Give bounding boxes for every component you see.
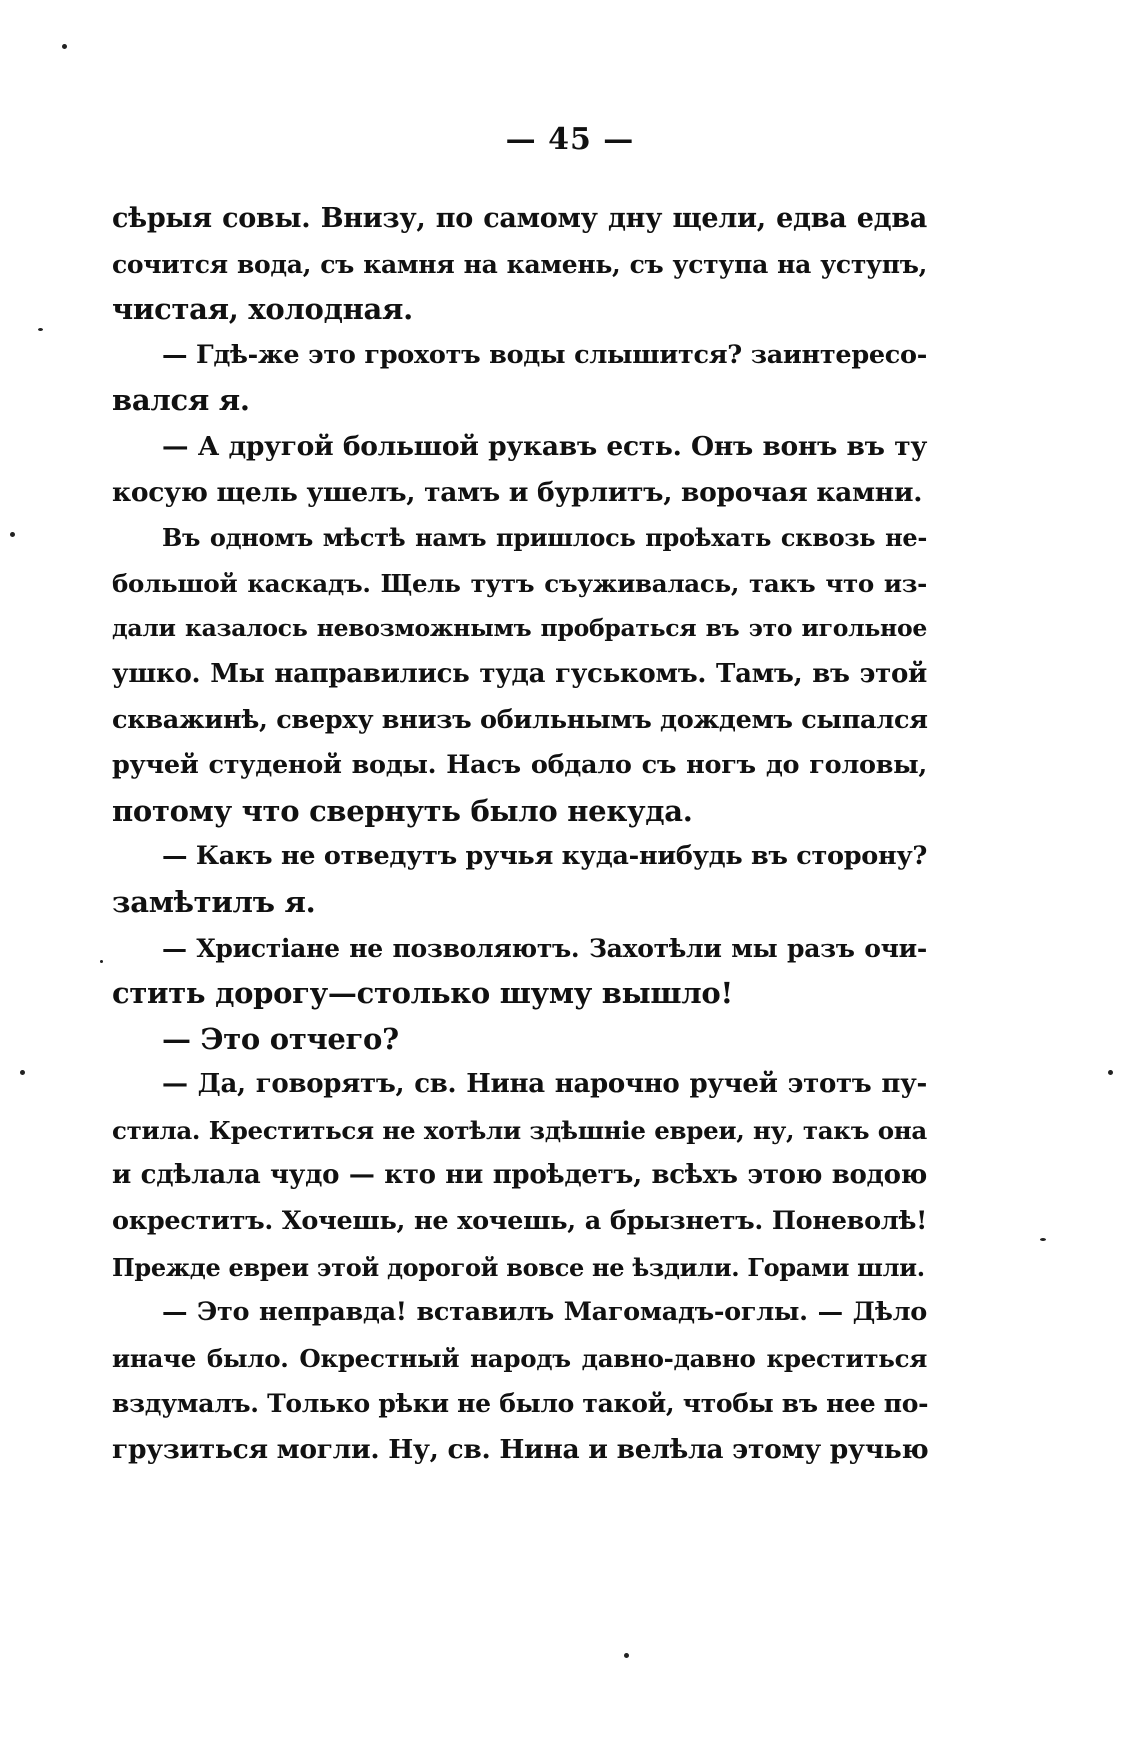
scan-speck: [624, 1653, 629, 1658]
text-line: иначе было. Окрестный народъ давно-давно креститься: [112, 1343, 927, 1373]
text-line: вался я.: [112, 383, 250, 418]
text-line: — Это отчего?: [162, 1021, 399, 1056]
scan-speck: [62, 44, 67, 49]
text-line: окреститъ. Хочешь, не хочешь, а брызнетъ. Поневолѣ!: [112, 1206, 927, 1237]
text-line: косую щель ушелъ, тамъ и бурлитъ, ворочая камни.: [112, 476, 923, 508]
text-line: — Какъ не отведутъ ручья куда-нибудь въ сторону?: [162, 841, 927, 872]
text-line: — Христіане не позволяютъ. Захотѣли мы разъ очи-: [162, 933, 927, 963]
scan-speck: [10, 532, 15, 537]
text-line: ушко. Мы направились туда гуськомъ. Тамъ, въ этой: [112, 658, 927, 689]
scan-speck: [1108, 1070, 1113, 1075]
text-line: сочится вода, съ камня на камень, съ уступа на уступъ,: [112, 249, 927, 279]
text-line: сѣрыя совы. Внизу, по самому дну щели, едва едва: [112, 203, 927, 234]
text-line: скважинѣ, сверху внизъ обильнымъ дождемъ сыпался: [112, 704, 928, 735]
page-number: — 45 —: [505, 122, 635, 157]
text-line: грузиться могли. Ну, св. Нина и велѣла этому ручью: [112, 1434, 929, 1466]
text-line: — Да, говорятъ, св. Нина нарочно ручей этотъ пу-: [162, 1069, 927, 1100]
text-line: чистая, холодная.: [112, 292, 413, 327]
text-line: и сдѣлала чудо — кто ни проѣдетъ, всѣхъ этою водою: [112, 1160, 927, 1191]
scan-speck: [20, 1070, 25, 1075]
text-line: стила. Креститься не хотѣли здѣшніе евреи, ну, такъ она: [112, 1115, 927, 1145]
scan-speck: [1040, 1238, 1046, 1241]
text-line: — Гдѣ-же это грохотъ воды слышится? заинтересо-: [162, 339, 927, 370]
text-line: вздумалъ. Только рѣки не было такой, чтобы въ нее по-: [112, 1389, 929, 1419]
text-line: — Это неправда! вставилъ Магомадъ-оглы. — Дѣло: [162, 1297, 927, 1328]
text-line: большой каскадъ. Щель тутъ съуживалась, такъ что из-: [112, 568, 927, 598]
text-line: — А другой большой рукавъ есть. Онъ вонъ въ ту: [162, 430, 927, 462]
text-line: стить дорогу—столько шуму вышло!: [112, 976, 733, 1011]
text-line: ручей студеной воды. Насъ обдало съ ногъ до головы,: [112, 750, 927, 781]
scan-speck: [38, 328, 43, 331]
body-text: [112, 196, 927, 1473]
scan-speck: [100, 960, 103, 963]
text-line: потому что свернуть было некуда.: [112, 793, 693, 828]
text-line: замѣтилъ я.: [112, 884, 316, 919]
text-line: Прежде евреи этой дорогой вовсе не ѣздили. Горами шли.: [112, 1252, 925, 1282]
text-line: Въ одномъ мѣстѣ намъ пришлось проѣхать сквозь не-: [162, 523, 927, 553]
text-line: дали казалось невозможнымъ пробраться въ это игольное: [112, 614, 927, 643]
